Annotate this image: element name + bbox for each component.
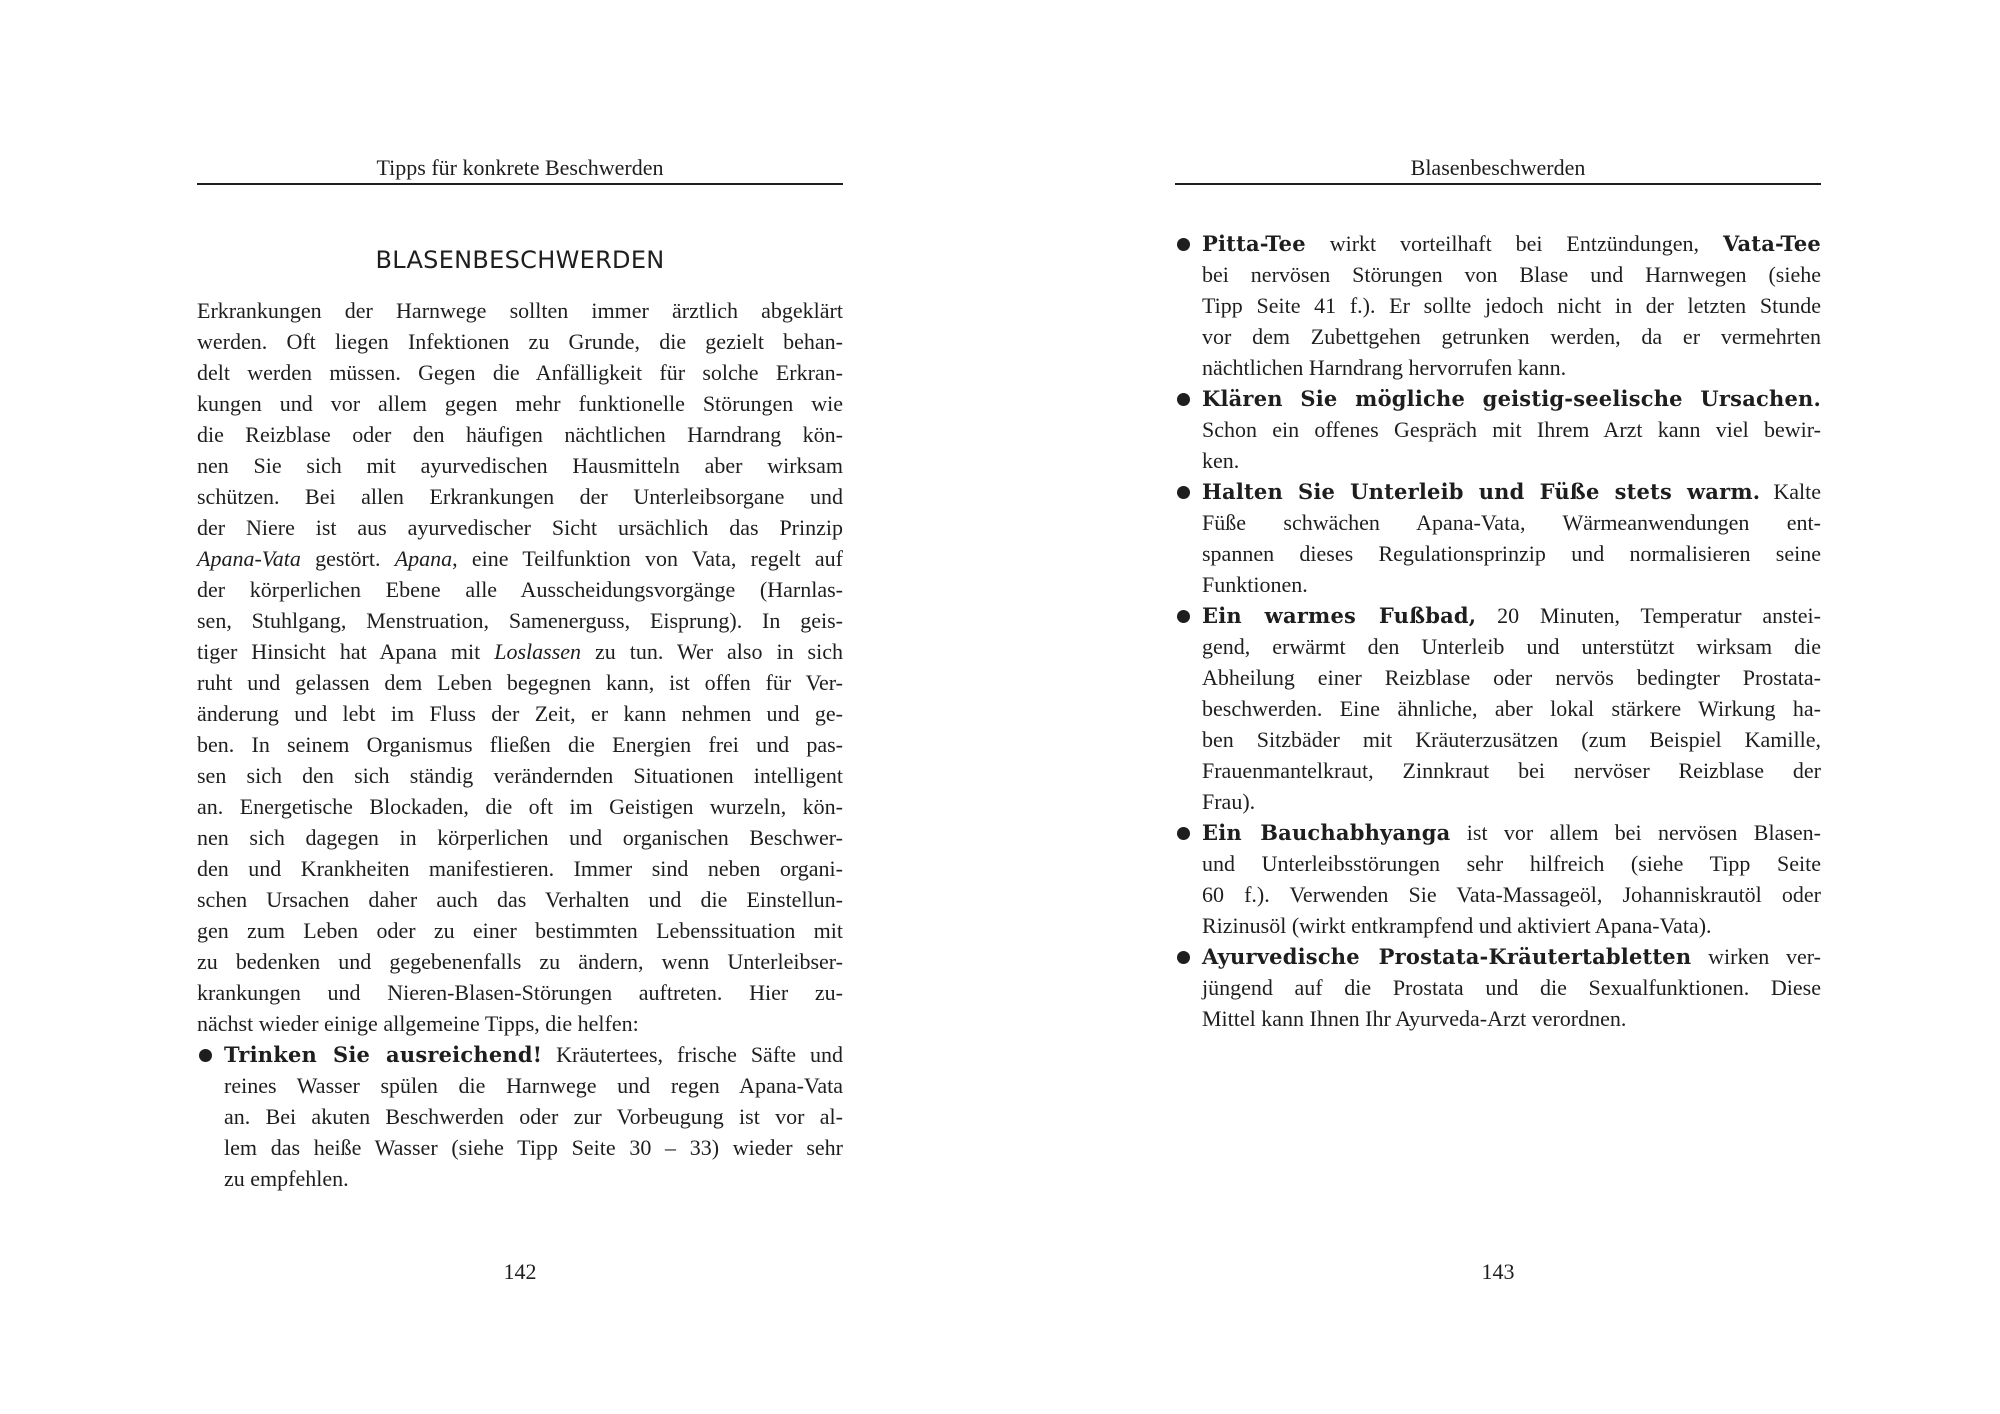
text-line <box>1175 414 1821 445</box>
text-line <box>197 512 843 543</box>
text-run: Frauenmantelkraut, Zinnkraut bei nervöser Reizblase der <box>1202 758 1821 783</box>
text-line <box>197 1101 843 1132</box>
text-run: an. Bei akuten Beschwerden oder zur Vorbeugung ist vor al- <box>224 1104 843 1129</box>
text-line <box>197 977 843 1008</box>
text-line <box>197 574 843 605</box>
text-run: sen, Stuhlgang, Menstruation, Samenerguss, Eisprung). In geis- <box>197 608 843 633</box>
text-run: änderung und lebt im Fluss der Zeit, er kann nehmen und ge- <box>197 701 843 726</box>
text-run: an. Energetische Blockaden, die oft im Geistigen wurzeln, kön- <box>197 794 843 819</box>
bold-text: Ein warmes Fußbad, <box>1202 603 1477 628</box>
text-run: Frau). <box>1202 789 1256 814</box>
text-line <box>197 481 843 512</box>
text-line <box>1175 507 1821 538</box>
bullet-icon <box>1177 393 1190 406</box>
text-line <box>1175 910 1821 941</box>
left-page <box>197 0 843 1414</box>
text-run: Erkrankungen der Harnwege sollten immer ärztlich abgeklärt <box>197 298 843 323</box>
text-line <box>1175 941 1821 972</box>
right-page <box>1175 0 1821 1414</box>
bullet-icon <box>1177 486 1190 499</box>
bullet-icon <box>199 1049 212 1062</box>
text-line <box>197 760 843 791</box>
bold-text: Ein Bauchabhyanga <box>1202 820 1451 845</box>
text-line <box>197 295 843 326</box>
text-line <box>1175 817 1821 848</box>
text-line <box>1175 848 1821 879</box>
running-head: Blasenbeschwerden <box>1175 152 1821 185</box>
text-run: Schon ein offenes Gespräch mit Ihrem Arzt kann viel bewir- <box>1202 417 1821 442</box>
text-run: Rizinusöl (wirkt entkrampfend und aktiviert Apana-Vata). <box>1202 913 1712 938</box>
text-line <box>197 357 843 388</box>
text-run: ken. <box>1202 448 1240 473</box>
text-run: Kalte <box>1760 479 1821 504</box>
text-line <box>1175 259 1821 290</box>
text-run: beschwerden. Eine ähnliche, aber lokal stärkere Wirkung ha- <box>1202 696 1821 721</box>
bold-text: Trinken Sie ausreichend! <box>224 1042 543 1067</box>
text-line <box>197 388 843 419</box>
text-run: ben. In seinem Organismus fließen die Energien frei und pas- <box>197 732 843 757</box>
text-run: zu bedenken und gegebenenfalls zu ändern, wenn Unterleibser- <box>197 949 843 974</box>
text-run: bei nervösen Störungen von Blase und Harnwegen (siehe <box>1202 262 1821 287</box>
text-run: ben Sitzbäder mit Kräuterzusätzen (zum Beispiel Kamille, <box>1202 727 1821 752</box>
text-run: 60 f.). Verwenden Sie Vata-Massageöl, Johanniskrautöl oder <box>1202 882 1821 907</box>
text-line <box>197 605 843 636</box>
body-text <box>1175 228 1821 1034</box>
text-line <box>197 698 843 729</box>
text-run: Mittel kann Ihnen Ihr Ayurveda-Arzt verordnen. <box>1202 1006 1627 1031</box>
text-run: und Unterleibsstörungen sehr hilfreich (siehe Tipp Seite <box>1202 851 1821 876</box>
text-run: , eine Teilfunktion von Vata, regelt auf <box>452 546 843 571</box>
text-line <box>197 1132 843 1163</box>
text-line <box>197 822 843 853</box>
text-line <box>1175 228 1821 259</box>
bold-text: Klären Sie mögliche geistig-seelische Ursachen. <box>1202 386 1821 411</box>
text-line <box>1175 290 1821 321</box>
text-line <box>197 543 843 574</box>
bullet-icon <box>1177 238 1190 251</box>
text-line <box>197 915 843 946</box>
text-line <box>197 450 843 481</box>
bold-text: Vata-Tee <box>1722 231 1821 256</box>
text-line <box>1175 724 1821 755</box>
text-run: der körperlichen Ebene alle Ausscheidungsvorgänge (Harnlas- <box>197 577 843 602</box>
text-line <box>197 1163 843 1194</box>
text-run: gend, erwärmt den Unterleib und unterstützt wirksam die <box>1202 634 1821 659</box>
text-run: Füße schwächen Apana-Vata, Wärmeanwendungen ent- <box>1202 510 1821 535</box>
text-line <box>1175 538 1821 569</box>
text-run: zu empfehlen. <box>224 1166 349 1191</box>
italic-text: Loslassen <box>494 639 582 664</box>
text-run: lem das heiße Wasser (siehe Tipp Seite 30 – 33) wieder sehr <box>224 1135 843 1160</box>
text-run: vor dem Zubettgehen getrunken werden, da er vermehrten <box>1202 324 1821 349</box>
chapter-title: BLASENBESCHWERDEN <box>375 246 665 274</box>
text-run: spannen dieses Regulationsprinzip und normalisieren seine <box>1202 541 1821 566</box>
text-run: tiger Hinsicht hat Apana mit <box>197 639 495 664</box>
text-line <box>1175 383 1821 414</box>
text-run: nen sich dagegen in körperlichen und organischen Beschwer- <box>197 825 843 850</box>
text-run: gestört. <box>300 546 395 571</box>
text-line <box>197 791 843 822</box>
text-line <box>1175 972 1821 1003</box>
text-line <box>197 667 843 698</box>
text-run: der Niere ist aus ayurvedischer Sicht ursächlich das Prinzip <box>197 515 843 540</box>
text-run: wirkt vorteilhaft bei Entzündungen, <box>1305 231 1723 256</box>
text-run: jüngend auf die Prostata und die Sexualfunktionen. Diese <box>1202 975 1821 1000</box>
bold-text: Ayurvedische Prostata-Kräutertabletten <box>1202 944 1692 969</box>
text-run: wirken ver- <box>1691 944 1821 969</box>
body-text <box>197 295 843 1194</box>
running-head: Tipps für konkrete Beschwerden <box>197 152 843 185</box>
bold-text: Pitta-Tee <box>1202 231 1306 256</box>
text-line <box>197 326 843 357</box>
bold-text: Halten Sie Unterleib und Füße stets warm. <box>1202 479 1761 504</box>
bullet-icon <box>1177 827 1190 840</box>
text-line <box>197 853 843 884</box>
text-run: Abheilung einer Reizblase oder nervös bedingter Prostata- <box>1202 665 1821 690</box>
bullet-icon <box>1177 951 1190 964</box>
text-run: krankungen und Nieren-Blasen-Störungen auftreten. Hier zu- <box>197 980 843 1005</box>
text-line <box>1175 476 1821 507</box>
text-line <box>1175 1003 1821 1034</box>
text-run: reines Wasser spülen die Harnwege und regen Apana-Vata <box>224 1073 843 1098</box>
text-run: 20 Minuten, Temperatur anstei- <box>1476 603 1821 628</box>
text-line <box>197 636 843 667</box>
text-line <box>1175 445 1821 476</box>
text-run: ruht und gelassen dem Leben begegnen kann, ist offen für Ver- <box>197 670 843 695</box>
text-run: die Reizblase oder den häufigen nächtlichen Harndrang kön- <box>197 422 843 447</box>
text-line <box>1175 693 1821 724</box>
text-run: schen Ursachen daher auch das Verhalten und die Einstellun- <box>197 887 843 912</box>
bullet-icon <box>1177 610 1190 623</box>
text-line <box>1175 352 1821 383</box>
text-run: Funktionen. <box>1202 572 1308 597</box>
text-run: ist vor allem bei nervösen Blasen- <box>1450 820 1821 845</box>
text-run: nächtlichen Harndrang hervorrufen kann. <box>1202 355 1567 380</box>
text-line <box>1175 321 1821 352</box>
text-line <box>197 884 843 915</box>
text-run: nächst wieder einige allgemeine Tipps, die helfen: <box>197 1011 639 1036</box>
text-line <box>1175 600 1821 631</box>
text-line <box>197 419 843 450</box>
page-number: 142 <box>503 1259 537 1284</box>
text-run: zu tun. Wer also in sich <box>581 639 843 664</box>
text-run: schützen. Bei allen Erkrankungen der Unterleibsorgane und <box>197 484 843 509</box>
text-line <box>1175 569 1821 600</box>
text-run: kungen und vor allem gegen mehr funktionelle Störungen wie <box>197 391 843 416</box>
text-run: Tipp Seite 41 f.). Er sollte jedoch nicht in der letzten Stunde <box>1202 293 1821 318</box>
text-run: den und Krankheiten manifestieren. Immer sind neben organi- <box>197 856 843 881</box>
text-line <box>1175 662 1821 693</box>
text-run: Kräutertees, frische Säfte und <box>542 1042 843 1067</box>
italic-text: Apana <box>394 546 453 571</box>
page-number: 143 <box>1481 1259 1515 1284</box>
text-line <box>197 729 843 760</box>
text-line <box>1175 786 1821 817</box>
text-line <box>197 1070 843 1101</box>
text-run: werden. Oft liegen Infektionen zu Grunde, die gezielt behan- <box>197 329 843 354</box>
text-run: sen sich den sich ständig verändernden Situationen intelligent <box>197 763 843 788</box>
text-line <box>197 1039 843 1070</box>
italic-text: Apana-Vata <box>197 546 301 571</box>
text-line <box>1175 879 1821 910</box>
text-line <box>1175 631 1821 662</box>
text-run: delt werden müssen. Gegen die Anfälligkeit für solche Erkran- <box>197 360 843 385</box>
text-line <box>1175 755 1821 786</box>
text-line <box>197 1008 843 1039</box>
text-run: nen Sie sich mit ayurvedischen Hausmitteln aber wirksam <box>197 453 843 478</box>
text-run: gen zum Leben oder zu einer bestimmten Lebenssituation mit <box>197 918 843 943</box>
text-line <box>197 946 843 977</box>
